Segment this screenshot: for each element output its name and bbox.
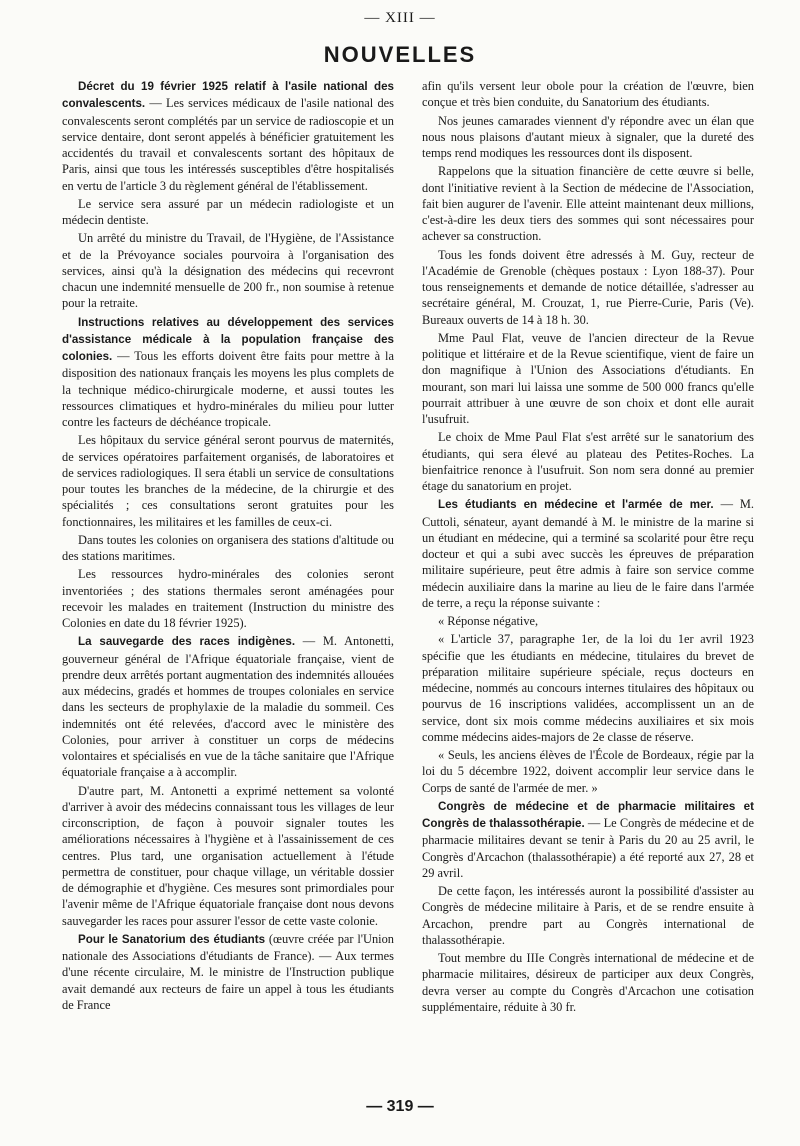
right-paragraph xyxy=(422,247,754,328)
paragraph-heading: Les étudiants en médecine et l'armée de mer. xyxy=(438,498,714,512)
paragraph-text: afin qu'ils versent leur obole pour la création de l'œuvre, bien conçue et très bien conduite, du Sanatorium des étudiants. xyxy=(422,79,754,110)
paragraph-heading: Instructions relatives au développement des services d'assistance médicale à la population française des colonies. xyxy=(62,315,394,363)
paragraph-text: Le service sera assuré par un médecin radiologiste et un médecin dentiste. xyxy=(62,196,394,227)
roman-page-number: — XIII — xyxy=(364,10,436,26)
paragraph-text: « Seuls, les anciens élèves de l'École de Bordeaux, régie par la loi du 5 décembre 1922, doivent accomplir leur service dans le Corps de santé de l'armée de mer. » xyxy=(422,748,754,795)
paragraph-text: Un arrêté du ministre du Travail, de l'Hygiène, de l'Assistance et de la Prévoyance sociales pourvoira à l'organisation des services, ainsi qu'à la désignation des médecins qui recevront chacun une indemnité mensuelle de 200 fr., non soumise à retenue pour la retraite. xyxy=(62,231,394,311)
paragraph-text: D'autre part, M. Antonetti a exprimé nettement sa volonté d'arriver à avoir des médecins connaissant tous les villages de leur circonscription, de façon à pouvoir signaler toutes les améliorations nécessaires à l'hygiène et à l'assainissement de ces centres. Plus tard, une organisation actuellement à l'étude permettra de constituer, pour chaque village, un véritable dossier de démographie et d'hygiène. Ces mesures sont primordiales pour l'avenir même de l'Afrique équatoriale française dont nous devons sauvegarder les races pour assurer l'essor de cette vaste colonie. xyxy=(62,783,394,928)
page-number: — 319 — xyxy=(366,1098,434,1115)
paragraph-text: Le choix de Mme Paul Flat s'est arrêté sur le sanatorium des étudiants, qui sera élevé au plateau des Petites-Roches. La bienfaitrice renonce à l'usufruit. Son nom sera donné au premier étage du sanatorium en projet. xyxy=(422,430,754,493)
right-paragraph xyxy=(422,613,754,629)
paragraph-text: Les ressources hydro-minérales des colonies seront inventoriées ; des stations thermales seront aménagées pour recevoir les malades en traitement (Instruction du ministre des Colonies en date du 18 février 1925). xyxy=(62,567,394,630)
paragraph-text: Tous les fonds doivent être adressés à M. Guy, recteur de l'Académie de Grenoble (chèques postaux : Lyon 188-37). Pour tous renseignements et demande de notice détaillée, s'adresser au secrétaire général, M. Crouzat, 1, rue Pierre-Curie, Paris (Ve). Bureaux ouverts de 14 à 18 h. 30. xyxy=(422,247,754,327)
right-paragraph xyxy=(422,163,754,244)
right-paragraph xyxy=(422,798,754,881)
section-title: NOUVELLES xyxy=(323,42,477,67)
left-paragraph xyxy=(62,432,394,530)
paragraph-text: — Tous les efforts doivent être faits pour mettre à la disposition des nationaux français les moyens les plus complets de la technique médico-chirurgicale moderne, et aussi toutes les ressources climatiques et hydro-minérales du milieu pour lutter contre les facteurs de déchéance tropicale. xyxy=(62,349,394,429)
right-paragraph xyxy=(422,330,754,428)
paragraph-text: (œuvre créée par l'Union nationale des Associations d'étudiants de France). — Aux termes d'une récente circulaire, M. le ministre de l'Instruction publique avait demandé aux recteurs de faire un appel à tous les étudiants de France xyxy=(62,931,394,1012)
paragraph-text: Dans toutes les colonies on organisera des stations d'altitude ou des stations maritimes. xyxy=(62,532,394,563)
right-paragraph xyxy=(422,950,754,1015)
left-paragraph xyxy=(62,314,394,431)
left-paragraph xyxy=(62,196,394,229)
paragraph-text: Tout membre du IIIe Congrès international de médecine et de pharmacie militaires, désireux de participer aux deux Congrès, devra verser au compte du Congrès d'Arcachon une cotisation supplémentaire, réduite à 30 fr. xyxy=(422,951,754,1014)
paragraph-text: Nos jeunes camarades viennent d'y répondre avec un élan que nous nous plaisons d'autant mieux à signaler, que la dureté des temps rend modiques les ressources dont ils disposent. xyxy=(422,113,754,160)
paragraph-text: — M. Antonetti, gouverneur général de l'Afrique équatoriale française, vient de prendre deux arrêtés portant augmentation des indemnités allouées aux médecins, gradés et hommes de troupes coloniales en service dans les secteurs de prophylaxie de la maladie du sommeil. Ces indemnités ont été relevées, d'accord avec le ministère des Colonies, pour arriver à constituer un corps de médecins volontaires et spécialisés en vue de la tâche sanitaire que l'Afrique équatoriale française a à accomplir. xyxy=(62,634,394,780)
left-column xyxy=(62,78,394,1015)
paragraph-text: « Réponse négative, xyxy=(438,614,539,628)
paragraph-text: Mme Paul Flat, veuve de l'ancien directeur de la Revue politique et littéraire et de la Revue scientifique, vient de faire un don magnifique à l'Union des Associations d'étudiants. En mourant, son mari lui laissa une somme de 500 000 francs qu'elle pourrait attribuer à une œuvre de son choix et dont elle aurait l'usufruit. xyxy=(422,330,754,426)
paragraph-text: — Les services médicaux de l'asile national des convalescents seront complétés par un service de radioscopie et un service dentaire, dont seront appelés à bénéficier gratuitement les accidentés du travail et convalescents sortant des hôpitaux de Paris, ainsi que tous les intéressés susceptibles d'être hospitalisés en vertu de l'article 3 du règlement général de l'établissement. xyxy=(62,96,394,193)
paragraph-heading: Décret du 19 février 1925 relatif à l'asile national des convalescents. xyxy=(62,80,394,111)
right-paragraph xyxy=(422,883,754,948)
paragraph-text: — Le Congrès de médecine et de pharmacie militaires devant se tenir à Paris du 20 au 25 avril, le Congrès d'Arcachon (thalassothérapie) a été reporté aux 27, 28 et 29 avril. xyxy=(422,816,754,880)
right-paragraph xyxy=(422,429,754,494)
left-paragraph xyxy=(62,783,394,929)
left-paragraph xyxy=(62,633,394,780)
left-paragraph xyxy=(62,931,394,1013)
paragraph-heading: Congrès de médecine et de pharmacie militaires et Congrès de thalassothérapie. xyxy=(422,799,754,830)
right-paragraph xyxy=(422,113,754,162)
left-paragraph xyxy=(62,230,394,311)
right-paragraph xyxy=(422,78,754,111)
paragraph-heading: Pour le Sanatorium des étudiants xyxy=(78,932,266,946)
left-paragraph xyxy=(62,532,394,565)
paragraph-heading: La sauvegarde des races indigènes. xyxy=(78,635,296,649)
paragraph-text: Rappelons que la situation financière de cette œuvre si belle, dont l'initiative revient à la Section de médecine de l'Association, fait bien augurer de l'avenir. Elle atteint maintenant deux millions, c'est-à-dire les deux tiers des sommes qui sont nécessaires pour achever sa construction. xyxy=(422,164,754,244)
right-paragraph xyxy=(422,631,754,745)
right-column xyxy=(422,78,754,1017)
left-paragraph xyxy=(62,78,394,194)
left-paragraph xyxy=(62,566,394,631)
right-paragraph xyxy=(422,747,754,796)
paragraph-text: Les hôpitaux du service général seront pourvus de maternités, de services opératoires parfaitement organisés, de laboratoires et de services radiologiques. Il sera établi un service de consultations pour toutes les branches de la médecine, de la chirurgie et des spécialités ; ces consultations seront gratuites pour les fonctionnaires, les militaires et les familles de ceux-ci. xyxy=(62,433,394,529)
paragraph-text: — M. Cuttoli, sénateur, ayant demandé à M. le ministre de la marine si un étudiant en médecine, qui a terminé sa scolarité pour être reçu docteur et qui a subi avec succès les épreuves de préparation militaire supérieure, peut être admis à faire son service comme médecin auxiliaire dans la marine au lieu de le faire dans l'armée de terre, a reçu la réponse suivante : xyxy=(422,497,754,610)
right-paragraph xyxy=(422,496,754,611)
paragraph-text: « L'article 37, paragraphe 1er, de la loi du 1er avril 1923 spécifie que les étudiants en médecine, titulaires du brevet de préparation militaire supérieure spéciale, reçus docteurs en médecine, nommés au concours internes titulaires des hôpitaux ou pourvus de 16 inscriptions validées, accomplissent un an de service, dont six mois comme médecins auxiliaires et six mois comme médecins aides-majors de 2e classe de réserve. xyxy=(422,632,754,744)
paragraph-text: De cette façon, les intéressés auront la possibilité d'assister au Congrès de médecine militaire à Paris, et de se rendre ensuite à Arcachon, prendre part au Congrès international de thalassothérapie. xyxy=(422,884,754,947)
